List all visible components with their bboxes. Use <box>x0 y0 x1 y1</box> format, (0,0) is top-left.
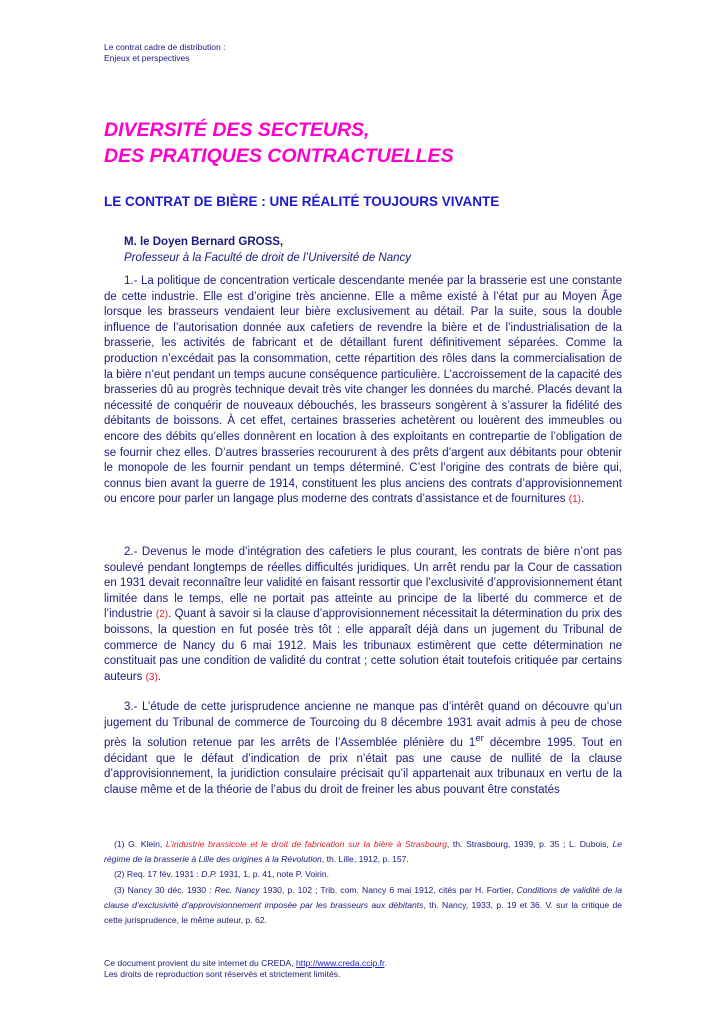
footnotes <box>104 837 622 928</box>
ordinal-superscript: er <box>475 733 484 745</box>
fn2-c: 1931, 1, p. 41, note P. Voirin. <box>216 869 329 880</box>
fn2-a: (2) Req. 17 fév. 1931 : <box>114 869 202 880</box>
author-block <box>124 235 624 266</box>
title-line-1: DIVERSITÉ DES SECTEURS, <box>104 119 370 141</box>
fn3-c: 1930, p. 102 ; Trib. com. Nancy 6 mai 1912, cités par H. Fortier, <box>259 884 517 895</box>
fn1-c: , th. Strasbourg, 1939, p. 35 ; L. Dubois, <box>446 839 613 849</box>
paragraph-3-text-a: 3.- L’étude de cette jurisprudence ancienne ne manque pas d’intérêt quand on découvre qu’un jugement du Tribunal de commerce de Tourcoing du 8 décembre 1931 avait admis à peu de chose près la solution retenue par les arrêts de l’Assemblée plénière du 1 <box>104 701 622 750</box>
paragraph-3 <box>104 700 622 798</box>
document-title <box>104 117 664 169</box>
running-header <box>104 42 404 64</box>
footnote-ref-1[interactable]: (1) <box>568 494 581 506</box>
footer-line-2: Les droits de reproduction sont réservés et strictement limités. <box>104 969 341 979</box>
footnote-1 <box>104 837 622 867</box>
footnote-ref-3[interactable]: (3) <box>145 671 158 683</box>
author-name: M. le Doyen Bernard GROSS, <box>124 236 284 248</box>
paragraph-2-end: . <box>157 670 161 683</box>
paragraph-1 <box>104 274 622 508</box>
footer-period: . <box>384 958 387 968</box>
footnote-3 <box>104 883 622 929</box>
paragraph-2 <box>104 545 622 685</box>
title-line-2: DES PRATIQUES CONTRACTUELLES <box>104 145 454 167</box>
fn3-a: (3) Nancy 30 déc. 1930 : <box>114 884 215 895</box>
fn1-d: Le régime de la brasserie à Lille des origines à la Révolution <box>104 839 622 865</box>
paragraph-2-text-a: 2.- Devenus le mode d’intégration des cafetiers le plus courant, les contrats de bière n’ont pas soulevé pendant longtemps de réelles difficultés juridiques. Un arrêt rendu par la Cour de cassation en 1931 devait reconnaître leur validité en faisant ressortir que l’exclusivité d’approvisionnement étant limitée dans le temps, elle ne portait pas atteinte au principe de la liberté du commerce et de l’industrie <box>104 546 622 621</box>
footer-text: Ce document provient du site internet du CREDA, <box>104 958 297 968</box>
fn3-b: Rec. Nancy <box>214 884 260 895</box>
fn2-b: D.P. <box>201 869 217 880</box>
footnote-2 <box>104 867 622 882</box>
footnote-ref-2[interactable]: (2) <box>155 609 169 621</box>
paragraph-2-text-b: . Quant à savoir si la clause d’approvisionnement nécessitait la détermination du prix des boissons, la question en fut posée très tôt : elle apparaît déjà dans un jugement du Tribunal de commerce de Nancy du 6 mai 1912. Mais les tribunaux estimèrent que cette détermination ne constituait pas une condition de validité du contrat ; cette solution était toutefois critiquée par certains auteurs <box>104 608 622 683</box>
fn1-b: L’industrie brassicole et le droit de fabrication sur la bière à Strasbourg <box>165 839 447 849</box>
fn3-e: , th. Nancy, 1933, p. 19 et 36. V. sur la critique de cette jurisprudence, le même auteur, p. 62. <box>104 899 622 926</box>
page-footer <box>104 958 604 980</box>
paragraph-1-end: . <box>581 493 585 506</box>
author-affiliation: Professeur à la Faculté de droit de l’Université de Nancy <box>124 251 412 264</box>
creda-link[interactable]: http://www.creda.ccip.fr <box>296 958 385 968</box>
header-line-2: Enjeux et perspectives <box>104 53 190 63</box>
fn1-a: (1) G. Klein, <box>114 839 166 849</box>
section-title: LE CONTRAT DE BIÈRE : UNE RÉALITÉ TOUJOURS VIVANTE <box>104 194 500 209</box>
footer-line-1 <box>104 958 604 969</box>
paragraph-1-text: 1.- La politique de concentration verticale descendante menée par la brasserie est une constante de cette industrie. Elle est d’origine très ancienne. Elle a même existé à l’état pur au Moyen Âge lorsque les brasseurs vendaient leur bière exclusivement au détail. Par la suite, sous la double influence de l’autorisation donnée aux cafetiers de revendre la bière et de l’industrialisation de la brasserie, les activités de fabricant et de détaillant furent définitivement séparées. Comme la production n’excédait pas la consommation, cette répartition des rôles dans la commercialisation de la bière n’eut pendant un temps aucune conséquence particulière. L’accroissement de la capacité des brasseries dû au progrès technique devait très vite changer les données du marché. Placés devant la nécessité de conquérir de nouveaux débouchés, les brasseurs songèrent à s’assurer la fidélité des débitants de boissons. À cet effet, certaines brasseries achetèrent ou louèrent des immeubles ou encore des débits qu’elles donnèrent en location à des exploitants en contrepartie de l’obligation de se fournir chez elles. D’autres brasseries recoururent à des prêts d’argent aux débitants pour obtenir le monopole de les fournir pendant un temps déterminé. C’est l’origine des contrats de bière qui, connus bien avant la guerre de 1914, constituent les plus anciens des contrats d’approvisionnement ou encore pour parler un langage plus moderne des contrats d’assistance et de fournitures <box>104 275 622 506</box>
header-line-1: Le contrat cadre de distribution : <box>104 42 226 52</box>
paragraph-3-text-b: décembre 1995. Tout en décidant que le défaut d’indication de prix n’était pas une cause de nullité de la clause d’approvisionnement, la juridiction consulaire précisait qu’il appartenait aux tribunaux en vertu de la clause même et de la théorie de l’abus du droit de freiner les abus pouvant être constatés <box>104 737 622 796</box>
fn3-d: Conditions de validité de la clause d’exclusivité d’approvisionnement imposée par les brasseurs aux débitants <box>104 884 622 910</box>
fn1-e: , th. Lille, 1912, p. 157. <box>321 854 409 865</box>
